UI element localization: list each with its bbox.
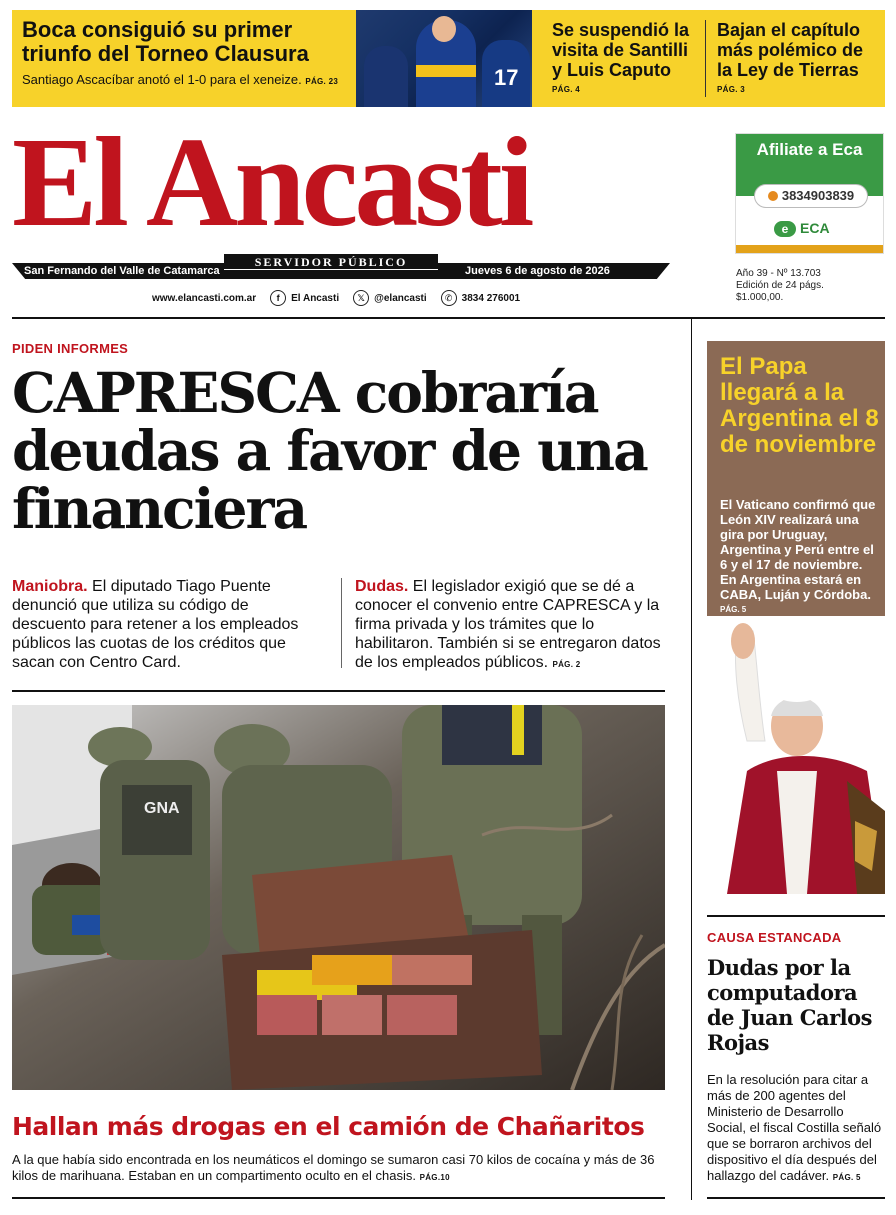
teaser-boca-summary: Santiago Ascacíbar anotó el 1-0 para el xeneize. PÁG. 23 [22, 72, 339, 87]
teaser-santilli-headline: Se suspendió la visita de Santilli y Luis Caputo [552, 20, 690, 80]
teaser-tierras-headline: Bajan el capítulo más polémico de la Ley de Tierras [717, 20, 864, 80]
column-rule [691, 318, 692, 1200]
phone-icon [768, 191, 778, 201]
masthead-city: San Fernando del Valle de Catamarca [24, 265, 220, 277]
section-rule [707, 1197, 885, 1199]
x-icon: 𝕏 [353, 290, 369, 306]
eca-logo-icon: e [774, 221, 796, 237]
section-rule [12, 1197, 665, 1199]
section-rule [707, 915, 885, 917]
whatsapp-link[interactable]: ✆ 3834 276001 [441, 290, 520, 306]
eca-phone[interactable]: 3834903839 [754, 184, 868, 208]
eca-accent-bar [736, 245, 883, 253]
papa-text: El Vaticano confirmó que León XIV realizará una gira por Uruguay, Argentina y Perú entre el 6 y el 17 de noviembre. En Argentina estará en CABA, Luján y Córdoba. [720, 497, 876, 602]
causa-kicker: CAUSA ESTANCADA [707, 930, 842, 945]
facebook-icon: f [270, 290, 286, 306]
eca-brand: e ECA [774, 220, 830, 237]
teaser-tierras[interactable]: Bajan el capítulo más polémico de la Ley de Tierras PÁG. 3 [717, 20, 877, 94]
papa-story-box[interactable] [707, 341, 885, 894]
column-rule [341, 578, 342, 668]
contact-bar [152, 290, 520, 306]
main-story-col2: Dudas. El legislador exigió que se dé a conocer el convenio entre CAPRESCA y la firma privada y los trámites que lo habilitaron. También si se entregaron datos de los empleados públicos. PÁG. 2 [355, 578, 661, 671]
section-rule [12, 317, 885, 319]
facebook-link[interactable]: f El Ancasti [270, 290, 339, 306]
newspaper-logo[interactable]: El Ancasti [12, 111, 531, 253]
x-link[interactable]: 𝕏 @elancasti [353, 290, 427, 306]
drugs-headline[interactable]: Hallan más drogas en el camión de Chañaritos [12, 1112, 645, 1141]
photo-vest-label: GNA [144, 800, 180, 817]
top-teaser-bar [12, 10, 885, 107]
section-rule [12, 690, 665, 692]
photo-jersey-number: 17 [494, 65, 519, 90]
causa-headline[interactable]: Dudas por la computadora de Juan Carlos Rojas [707, 955, 872, 1055]
masthead-date: Jueves 6 de agosto de 2026 [465, 265, 610, 277]
teaser-santilli[interactable]: Se suspendió la visita de Santilli y Luis Caputo PÁG. 4 [552, 20, 702, 94]
drugs-seizure-photo[interactable] [12, 705, 665, 1090]
main-story-kicker: PIDEN INFORMES [12, 341, 129, 356]
website-link[interactable]: www.elancasti.com.ar [152, 292, 257, 304]
drugs-caption: A la que había sido encontrada en los neumáticos el domingo se sumaron casi 70 kilos de cocaína y más de 36 kilos de marihuana. Estaban en un compartimento oculto en el chasis. PÁG.10 [12, 1152, 655, 1183]
main-headline[interactable]: CAPRESCA cobraría deudas a favor de una financiera [12, 360, 647, 541]
masthead-tagline: SERVIDOR PÚBLICO [224, 254, 438, 270]
teaser-boca-photo[interactable] [356, 10, 532, 107]
divider [705, 20, 706, 97]
main-story-col1: Maniobra. El diputado Tiago Puente denunció que utiliza su código de descuento para retener a los empleados públicos las cuotas de los créditos que sacan con Centro Card. [12, 578, 299, 671]
edition-info: Año 39 - Nº 13.703 Edición de 24 págs. $1.000,00. [736, 268, 824, 303]
causa-text: En la resolución para citar a más de 200 agentes del Ministerio de Desarrollo Social, el fiscal Costilla señaló que se borraron archivos del dispositivo el día después del hallazgo del cadáver. PÁG. 5 [707, 1072, 882, 1183]
teaser-boca-headline: Boca consiguió su primer triunfo del Torneo Clausura [22, 17, 309, 66]
photo-illustration [12, 705, 665, 1090]
teaser-boca[interactable] [22, 18, 367, 87]
papa-headline: El Papa llegará a la Argentina el 8 de noviembre [720, 353, 879, 458]
eca-title: Afiliate a Eca [736, 134, 883, 196]
eca-ad[interactable] [735, 133, 884, 254]
papa-page: PÁG. 5 [720, 605, 747, 614]
whatsapp-icon: ✆ [441, 290, 457, 306]
